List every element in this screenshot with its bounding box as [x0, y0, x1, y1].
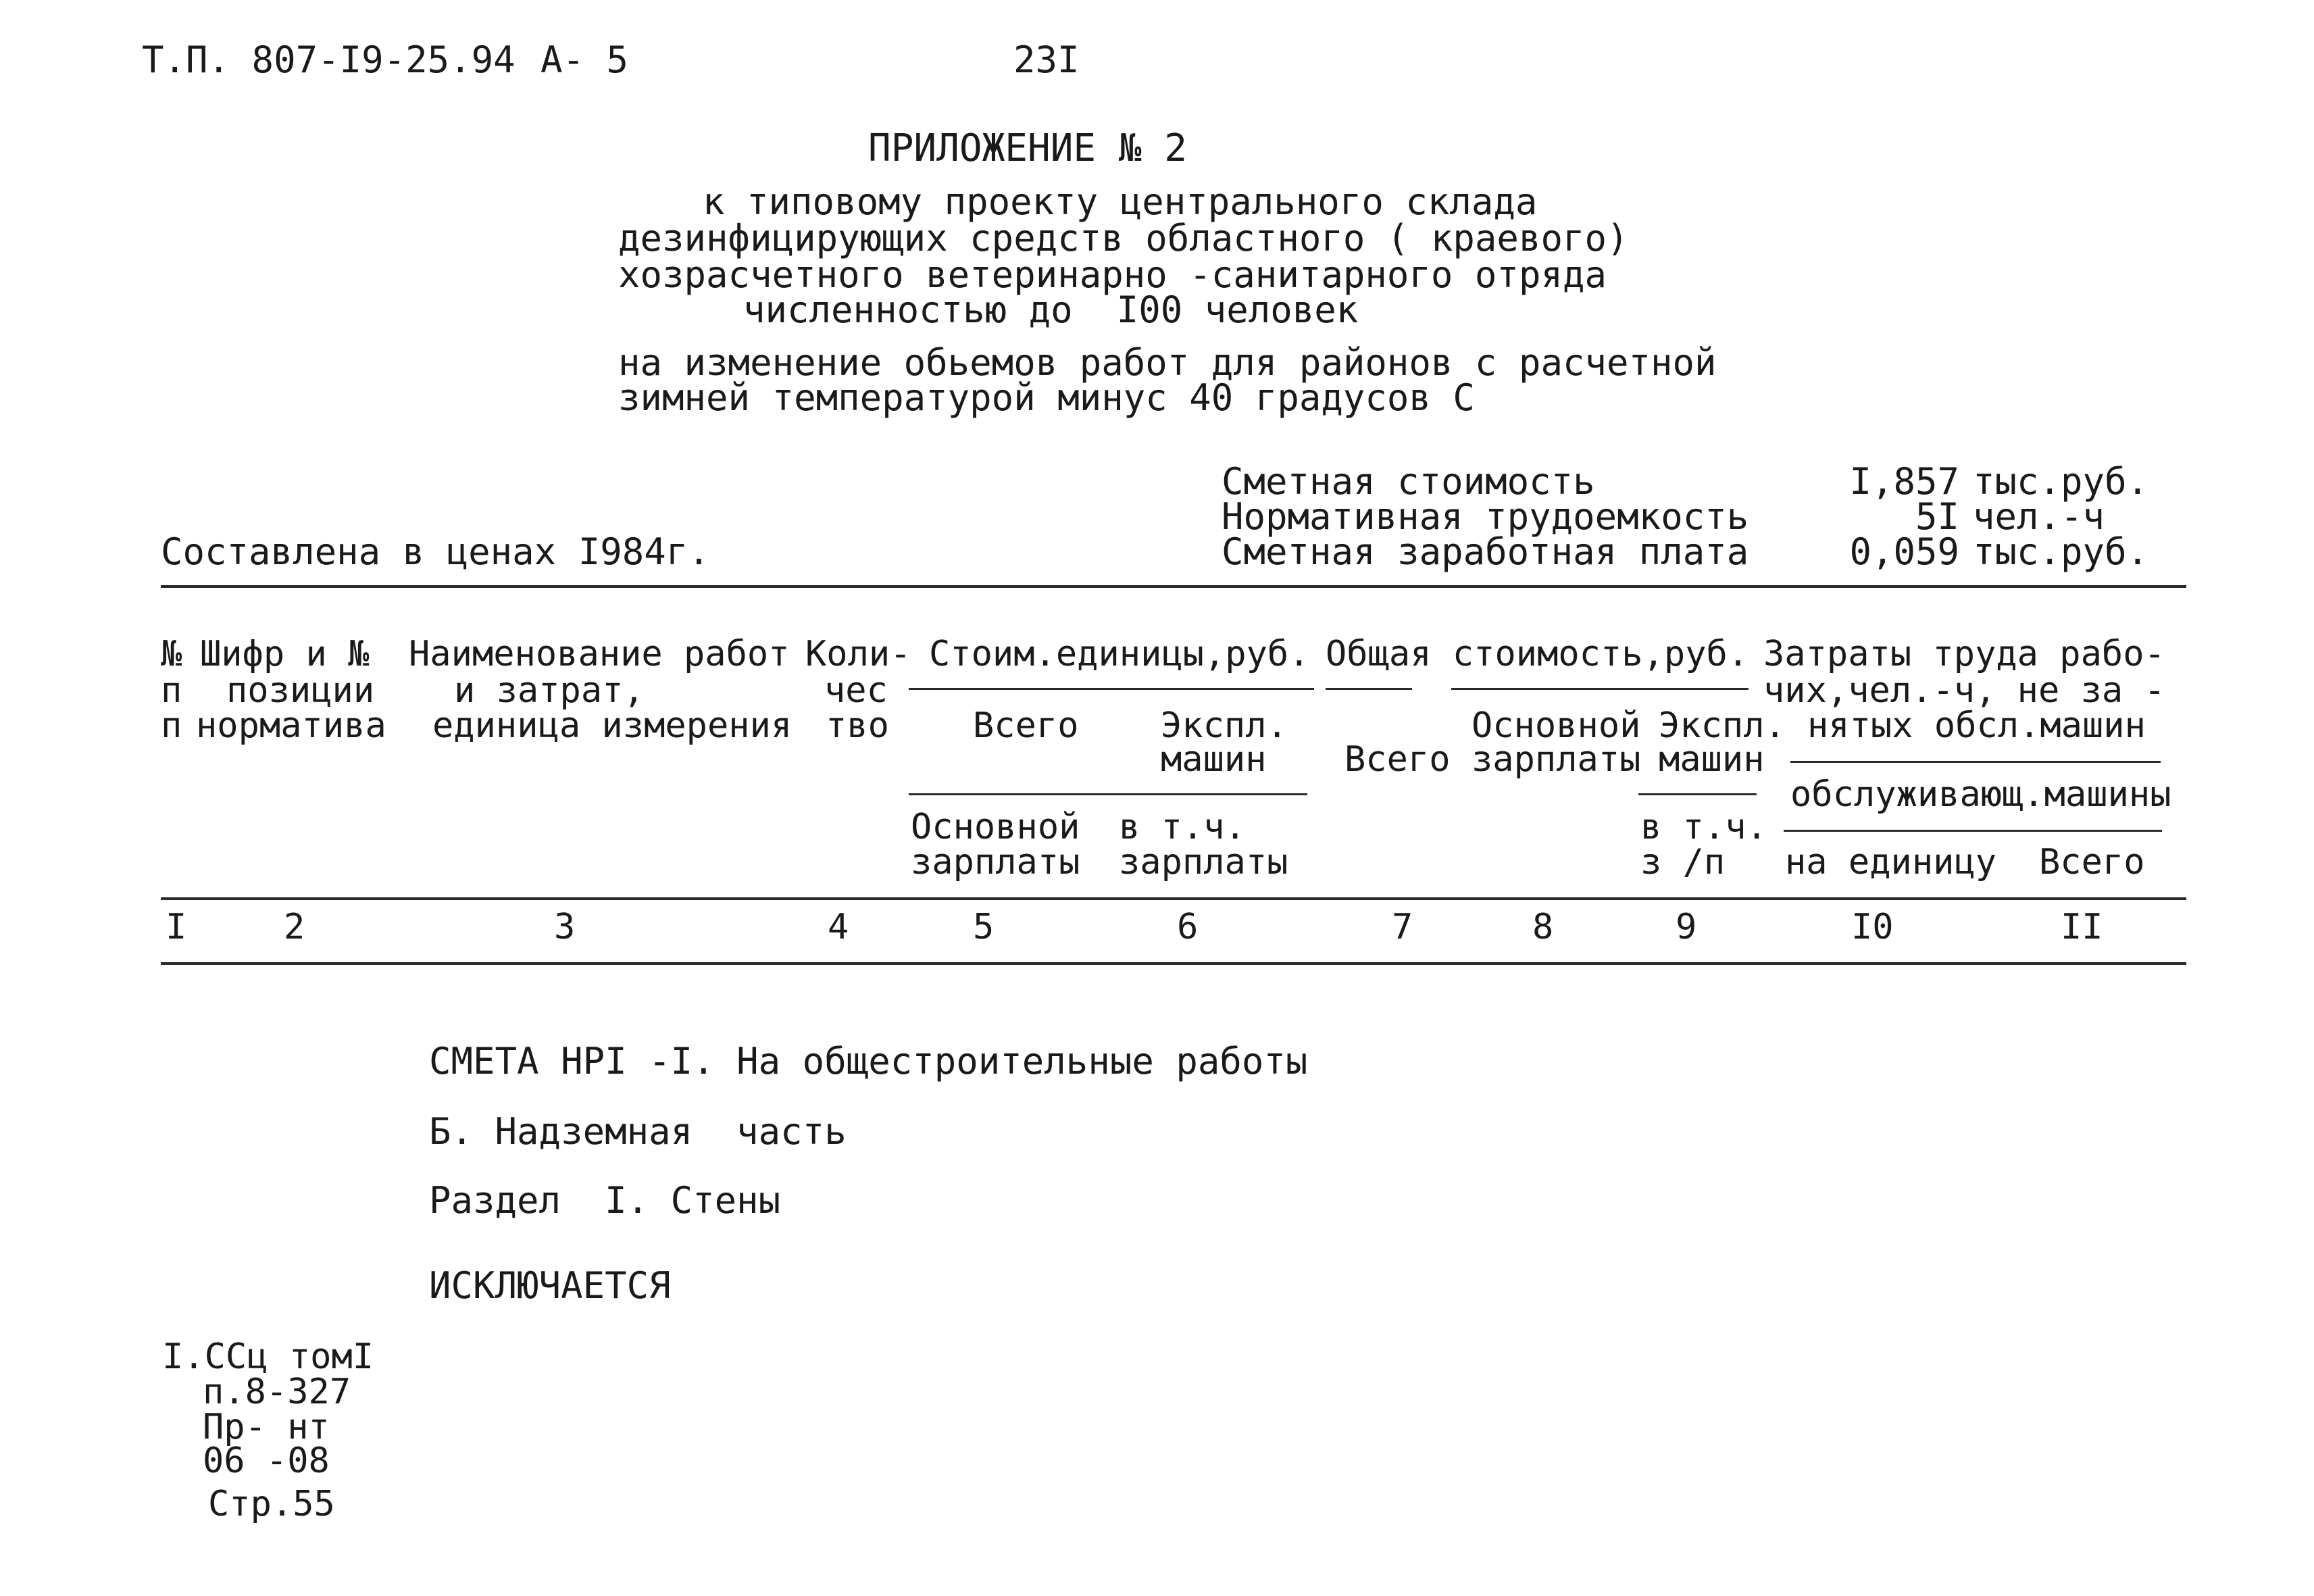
total-machine-rule — [1638, 793, 1757, 795]
header-labor-serv: обслуживающ.машины — [1790, 774, 2171, 815]
column-number: I0 — [1851, 907, 1894, 947]
column-number: 9 — [1676, 907, 1697, 947]
column-number: II — [2061, 907, 2103, 947]
summary-label: Нормативная трудоемкость — [1222, 495, 1749, 538]
header-unit-total: Всего — [973, 705, 1079, 746]
reference-line: п.8-327 — [203, 1372, 351, 1412]
header-number-label: п — [161, 705, 182, 746]
header-code-label: норматива — [196, 705, 386, 746]
header-total-machine: Экспл. — [1659, 705, 1786, 746]
total-cost-rule-a — [1326, 688, 1412, 690]
summary-value: 5I — [1915, 495, 1959, 538]
header-labor: нятых обсл.машин — [1807, 705, 2146, 746]
header-labor-unit: на единицу — [1785, 842, 1997, 882]
header-name-label: и затрат, — [454, 670, 645, 711]
header-total-all: Всего — [1344, 739, 1451, 780]
subtitle-line-2: зимней температурой минус 40 градусов С — [618, 376, 1475, 419]
summary-unit: тыс.руб. — [1973, 530, 2149, 573]
summary-value: I,857 — [1849, 460, 1959, 503]
column-number: 2 — [284, 907, 305, 947]
header-labor-total: Всего — [2039, 842, 2145, 882]
header-number-label: № — [161, 634, 182, 674]
table-bottom-rule — [161, 962, 2186, 965]
reference-line: 06 -08 — [203, 1441, 330, 1481]
excluded-label: ИСКЛЮЧАЕТСЯ — [429, 1264, 671, 1307]
header-code-label: позиции — [226, 670, 375, 711]
header-qty-label: чес — [824, 670, 888, 711]
reference-page: Стр.55 — [208, 1484, 335, 1524]
header-total-incl: в т.ч. — [1640, 807, 1767, 847]
section-title: Раздел I. Стены — [429, 1179, 781, 1222]
unit-cost-sub-rule — [909, 793, 1307, 795]
subtitle-line-1: на изменение обьемов работ для районов с расчетной — [618, 341, 1717, 384]
header-total-incl: з /п — [1640, 842, 1726, 882]
summary-unit: чел.-ч — [1973, 495, 2105, 538]
summary-value: 0,059 — [1849, 530, 1959, 573]
header-unit-wage: зарплаты — [911, 842, 1080, 882]
smeta-title: СМЕТА НРI -I. На общестроительные работы — [429, 1040, 1308, 1082]
header-total-cost: Общая стоимость,руб. — [1326, 634, 1749, 674]
total-cost-rule-b — [1451, 688, 1749, 690]
title-line-1: к типовому проекту центрального склада — [703, 180, 1538, 223]
header-labor: чих,чел.-ч, не за - — [1763, 670, 2165, 711]
header-unit-machine: Экспл. — [1161, 705, 1288, 746]
column-number: 5 — [973, 907, 995, 947]
column-number: 6 — [1177, 907, 1199, 947]
header-unit-wage: Основной — [911, 807, 1080, 847]
column-number: 8 — [1532, 907, 1554, 947]
header-unit-incl: в т.ч. — [1119, 807, 1246, 847]
column-number: 7 — [1392, 907, 1413, 947]
page-number: 23I — [1013, 39, 1080, 81]
title-line-3: хозрасчетного ветеринарно -санитарного отряда — [618, 253, 1607, 296]
header-name-label: единица измерения — [432, 705, 793, 746]
header-qty-label: Коли- — [805, 634, 911, 674]
reference-line: I.ССц томI — [162, 1337, 374, 1377]
labor-sub-rule — [1784, 830, 2162, 832]
summary-unit: тыс.руб. — [1973, 460, 2149, 503]
header-total-wage: зарплаты — [1472, 739, 1641, 780]
header-total-machine: машин — [1659, 739, 1765, 780]
header-unit-incl: зарплаты — [1119, 842, 1288, 882]
header-number-label: п — [161, 670, 182, 711]
unit-cost-rule — [909, 688, 1314, 690]
column-number: 3 — [554, 907, 576, 947]
title-line-2: дезинфицирующих средств областного ( краевого) — [618, 217, 1629, 259]
header-bottom-rule — [161, 897, 2186, 900]
album-number: А- 5 — [540, 39, 629, 81]
table-top-rule — [161, 585, 2186, 588]
title-line-4: численностью до I00 человек — [743, 289, 1359, 331]
column-number: I — [166, 907, 187, 947]
column-number: 4 — [828, 907, 849, 947]
appendix-title: ПРИЛОЖЕНИЕ № 2 — [868, 126, 1188, 170]
summary-label: Сметная стоимость — [1222, 460, 1595, 503]
part-title: Б. Надземная часть — [429, 1110, 847, 1153]
header-code-label: Шифр и № — [200, 634, 370, 674]
header-labor: Затраты труда рабо- — [1763, 634, 2165, 674]
header-qty-label: тво — [826, 705, 889, 746]
reference-line: Пр- нт — [203, 1407, 330, 1447]
summary-label: Сметная заработная плата — [1222, 530, 1749, 573]
compiled-prices: Составлена в ценах I984г. — [161, 530, 710, 573]
header-name-label: Наименование работ — [409, 634, 790, 674]
header-unit-machine: машин — [1161, 739, 1267, 780]
labor-rule — [1790, 761, 2161, 763]
header-total-wage: Основной — [1472, 705, 1641, 746]
document-code: Т.П. 807-I9-25.94 — [142, 39, 515, 81]
header-unit-cost: Стоим.единицы,руб. — [929, 634, 1310, 674]
